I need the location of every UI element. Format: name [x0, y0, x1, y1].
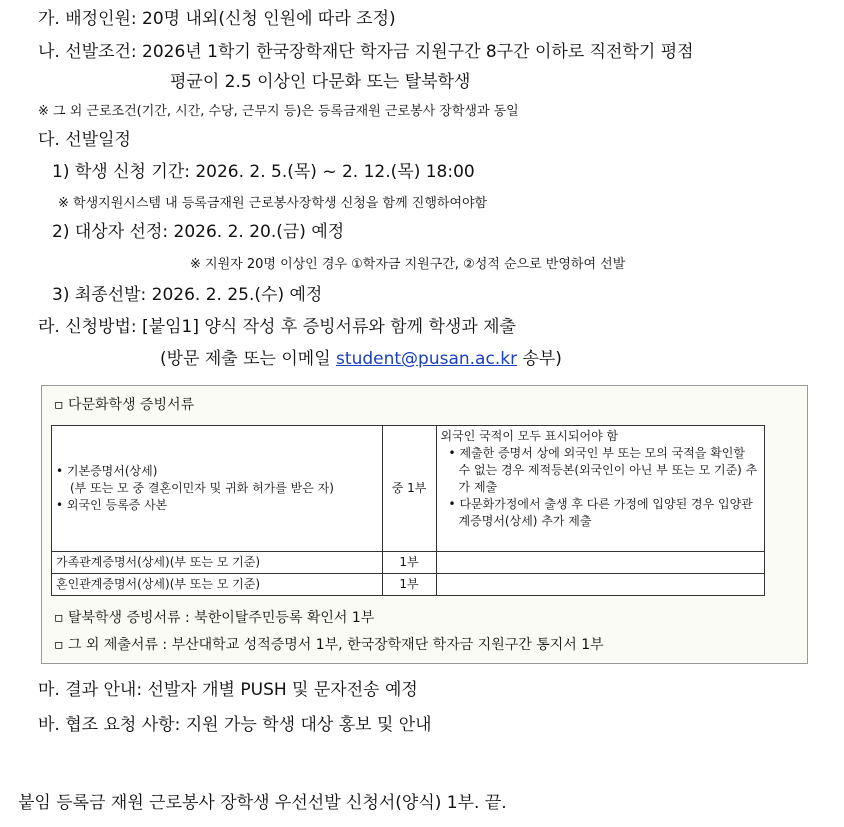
table-row [52, 574, 765, 596]
schedule-selection: 2) 대상자 선정: 2026. 2. 20.(금) 예정 [52, 222, 345, 242]
evidence-table [51, 425, 765, 596]
schedule-final-selection: 3) 최종선발: 2026. 2. 25.(수) 예정 [52, 285, 323, 305]
email-link[interactable]: student@pusan.ac.kr [336, 349, 518, 369]
schedule-application-period: 1) 학생 신청 기간: 2026. 2. 5.(목) ~ 2. 12.(목) 18:00 [52, 162, 475, 182]
section-b-criteria-cont: 평균이 2.5 이상인 다문화 또는 탈북학생 [170, 72, 471, 92]
section-d-method: 라. 신청방법: [붙임1] 양식 작성 후 증빙서류와 함께 학생과 제출 [38, 317, 516, 337]
selection-priority-note: ※ 지원자 20명 이상인 경우 ①학자금 지원구간, ②성적 순으로 반영하여 선발 [190, 257, 626, 272]
note-cell [436, 574, 764, 596]
submission-channel [160, 348, 562, 370]
qty-cell: 1부 [382, 552, 436, 574]
multicultural-docs-title: ▫ 다문화학생 증빙서류 [54, 397, 195, 413]
section-e-result: 마. 결과 안내: 선발자 개별 PUSH 및 문자전송 예정 [38, 680, 418, 700]
table-row [52, 426, 765, 552]
other-docs: ▫ 그 외 제출서류 : 부산대학교 성적증명서 1부, 한국장학재단 학자금 지원구간 통지서 1부 [54, 637, 604, 653]
doc-cell: 가족관계증명서(상세)(부 또는 모 기준) [52, 552, 383, 574]
qty-cell: 1부 [382, 574, 436, 596]
doc-cell [52, 426, 383, 552]
doc-basic-certificate-condition: (부 또는 모 중 결혼이민자 및 귀화 허가를 받은 자) [70, 481, 334, 495]
note-head: 외국인 국적이 모두 표시되어야 함 [440, 429, 619, 443]
submission-channel-suffix: 송부) [517, 349, 562, 369]
table-row [52, 552, 765, 574]
defector-docs: ▫ 탈북학생 증빙서류 : 북한이탈주민등록 확인서 1부 [54, 610, 375, 626]
attachment-line: 붙임 등록금 재원 근로봉사 장학생 우선선발 신청서(양식) 1부. 끝. [18, 793, 507, 813]
section-b-criteria: 나. 선발조건: 2026년 1학기 한국장학재단 학자금 지원구간 8구간 이하로 직전학기 평점 [38, 42, 694, 62]
note-cell [436, 552, 764, 574]
doc-basic-certificate: • 기본증명서(상세) [56, 464, 158, 478]
evidence-documents-box [41, 385, 808, 664]
section-a-quota: 가. 배정인원: 20명 내외(신청 인원에 따라 조정) [38, 9, 396, 29]
section-f-cooperation: 바. 협조 요청 사항: 지원 가능 학생 대상 홍보 및 안내 [38, 715, 432, 735]
note-cell [436, 426, 764, 552]
doc-alien-registration: • 외국인 등록증 사본 [56, 498, 168, 512]
qty-cell: 중 1부 [382, 426, 436, 552]
submission-channel-prefix: (방문 제출 또는 이메일 [160, 349, 337, 369]
note-item: • 제출한 증명서 상에 외국인 부 또는 모의 국적을 확인할 수 없는 경우 제적등본(외국인이 아닌 부 또는 모 기준) 추가 제출 [448, 446, 758, 494]
doc-cell: 혼인관계증명서(상세)(부 또는 모 기준) [52, 574, 383, 596]
application-system-note: ※ 학생지원시스템 내 등록금재원 근로봉사장학생 신청을 함께 진행하여야함 [58, 196, 488, 211]
work-conditions-note: ※ 그 외 근로조건(기간, 시간, 수당, 근무지 등)은 등록금재원 근로봉사 장학생과 동일 [38, 104, 519, 119]
section-c-schedule: 다. 선발일정 [38, 130, 131, 150]
note-item: • 다문화가정에서 출생 후 다른 가정에 입양된 경우 입양관계증명서(상세) 추가 제출 [448, 497, 753, 528]
